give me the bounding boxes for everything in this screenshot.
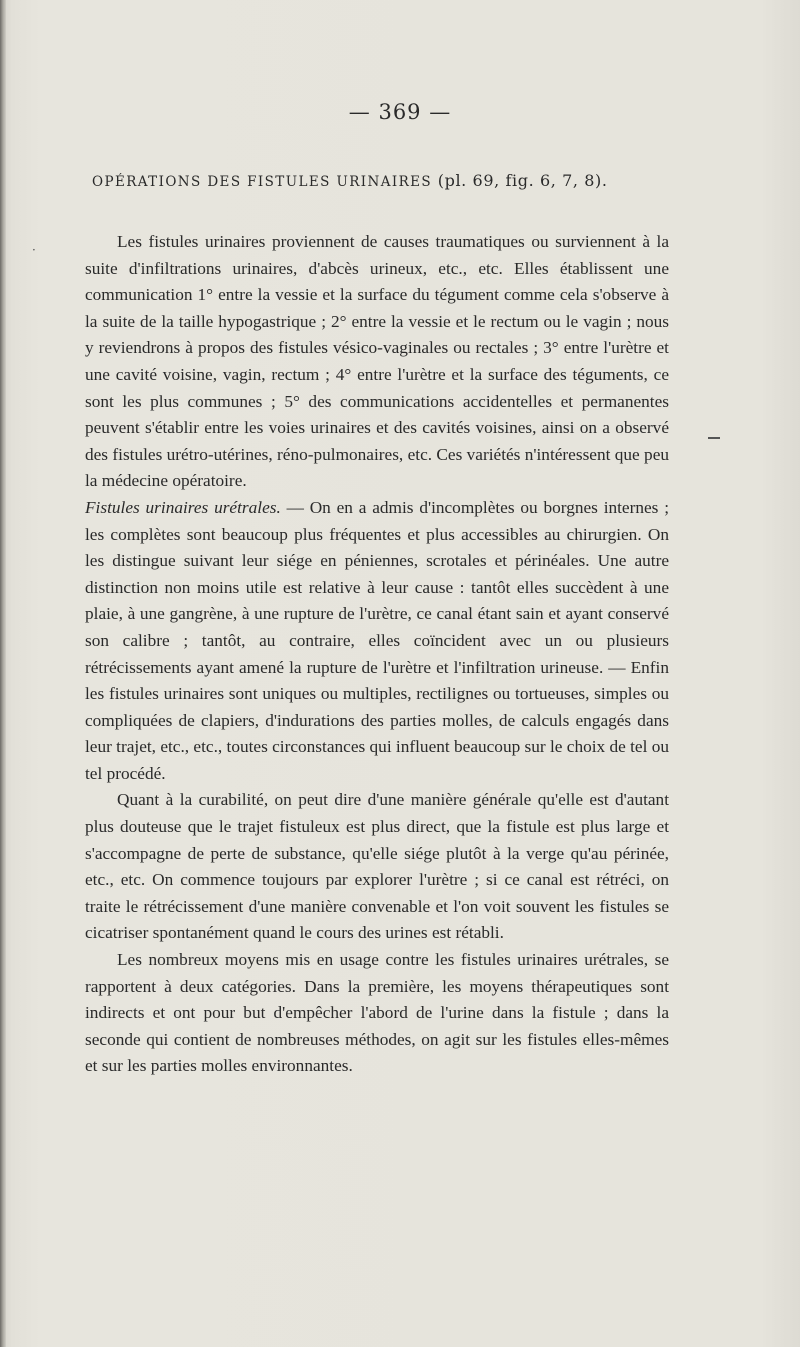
section-title-reference: (pl. 69, fig. 6, 7, 8). xyxy=(437,171,608,190)
paragraph-curability: Quant à la curabilité, on peut dire d'une manière générale qu'elle est d'autant plus douteuse que le trajet fistuleux est plus direct, que la fistule est plus large et s'accompagne de perte de substance, qu'elle siége plutôt à la verge qu'au périnée, etc., etc. On commence toujours par explorer l'urètre ; si ce canal est rétréci, on traite le rétrécissement d'une manière convenable et l'on voit souvent les fistules se cicatriser spontanément quand le cours des urines est rétabli. xyxy=(85,790,669,943)
paragraph-methods: Les nombreux moyens mis en usage contre les fistules urinaires urétrales, se rapportent à deux catégories. Dans la première, les moyens thérapeutiques sont indirects et ont pour but d'empêcher l'abord de l'urine dans la fistule ; dans la seconde qui contient de nombreuses méthodes, on agit sur les fistules elles-mêmes et sur les parties molles environnantes. xyxy=(85,950,669,1076)
page-binding-edge xyxy=(0,0,6,1347)
subsection-text: — On en a admis d'incomplètes ou borgnes internes ; les complètes sont beaucoup plus fréquentes et plus accessibles au chirurgien. On les distingue suivant leur siége en péniennes, scrotales et périnéales. Une autre distinction non moins utile est relative à leur cause : tantôt elles succèdent à une plaie, à une gangrène, à une rupture de l'urètre, ce canal étant sain et ayant conservé son calibre ; tantôt, au contraire, elles coïncident avec un ou plusieurs rétrécissements ayant amené la rupture de l'urètre et l'infiltration urineuse. — Enfin les fistules urinaires sont uniques ou multiples, rectilignes ou tortueuses, simples ou compliquées de clapiers, d'indurations des parties molles, de calculs engagés dans leur trajet, etc., etc., toutes circonstances qui influent beaucoup sur le choix de tel ou tel procédé. xyxy=(85,497,670,783)
section-title xyxy=(92,171,732,190)
section-title-text: OPÉRATIONS DES FISTULES URINAIRES xyxy=(92,174,433,190)
paragraph-intro: Les fistules urinaires proviennent de causes traumatiques ou surviennent à la suite d'infiltrations urinaires, d'abcès urineux, etc., etc. Elles établissent une communication 1° entre la vessie et la surface du tégument comme cela s'observe à la suite de la taille hypogastrique ; 2° entre la vessie et le rectum ou le vagin ; nous y reviendrons à propos des fistules vésico-vaginales ou rectales ; 3° entre l'urètre et une cavité voisine, vagin, rectum ; 4° entre l'urètre et la surface des téguments, ce sont les plus communes ; 5° des communications accidentelles et permanentes peuvent s'établir entre les voies urinaires et des cavités voisines, ainsi on a observé des fistules urétro-utérines, réno-pulmonaires, etc. Ces variétés n'intéressent que peu la médecine opératoire. xyxy=(85,232,669,491)
paragraph-urethral xyxy=(85,495,669,788)
body-text xyxy=(85,229,669,1080)
margin-mark-icon: · xyxy=(32,243,36,257)
page-number: — 369 — xyxy=(348,100,452,124)
margin-dash-icon xyxy=(708,437,720,439)
subsection-heading: Fistules urinaires urétrales. xyxy=(85,497,281,517)
